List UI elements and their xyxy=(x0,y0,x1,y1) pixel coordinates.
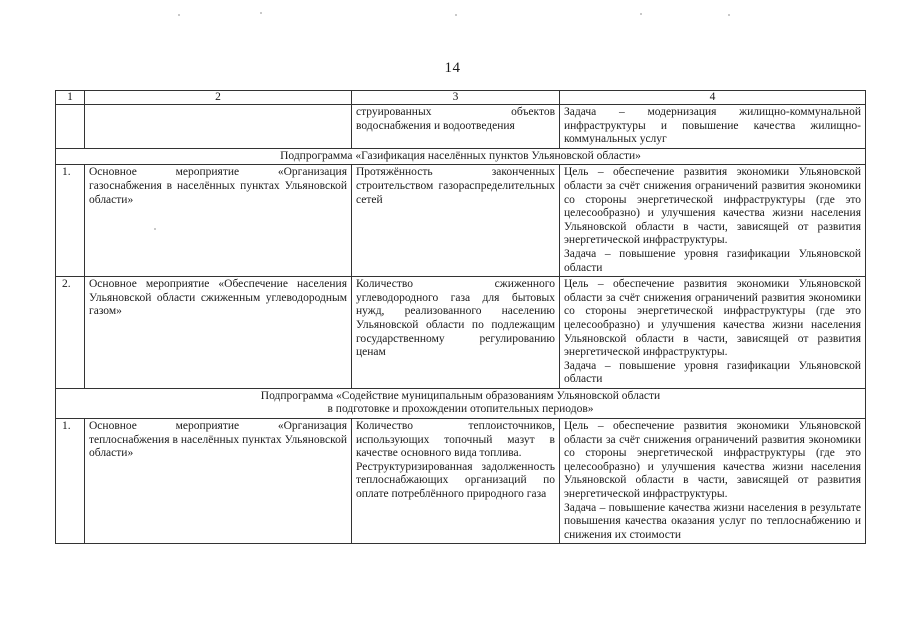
row-number-cell xyxy=(56,105,85,149)
indicator-text: Протяжённость законченных строительством газораспределительных сетей xyxy=(352,165,560,277)
section-title-line-2: в подготовке и прохождении отопительных периодов» xyxy=(327,403,594,416)
measure-name: Основное мероприятие «Организация газоснабжения в населённых пунктах Ульяновской области» xyxy=(85,165,352,277)
page-number: 14 xyxy=(444,60,461,76)
header-col-2: 2 xyxy=(85,91,352,105)
goal-text: Цель – обеспечение развития экономики Ульяновской области за счёт снижения ограничений развития экономики со стороны энергетической инфраструктуры (где это целесообразно) и улучшения качества жизни населения Ульяновской области в части, зависящей от развития энергетической инфраструктуры. xyxy=(564,278,861,359)
table-row xyxy=(56,105,866,149)
task-text: Задача – повышение качества жизни населения в результате повышения качества оказания услуг по теплоснабжению и снижения их стоимости xyxy=(564,501,861,541)
measure-cell xyxy=(85,105,352,149)
goal-cell: Задача – модернизация жилищно-коммунальной инфраструктуры и повышение качества жилищно-коммунальных услуг xyxy=(560,105,866,149)
row-number: 1. xyxy=(56,419,85,544)
scan-speck xyxy=(178,14,180,16)
goal-task-cell xyxy=(560,277,866,389)
row-number: 1. xyxy=(56,165,85,277)
measure-name: Основное мероприятие «Организация теплоснабжения в населённых пунктах Ульяновской области» xyxy=(85,419,352,544)
task-text: Задача – повышение уровня газификации Ульяновской области xyxy=(564,247,861,274)
indicator-text: Реструктуризированная задолженность теплоснабжающих организаций по оплате потреблённого природного газа xyxy=(356,460,555,501)
scan-speck xyxy=(640,13,642,15)
scan-speck xyxy=(455,14,457,16)
indicator-text: Количество сжиженного углеводородного газа для бытовых нужд, реализованного населению Ульяновской области по подлежащим государственному регулированию ценам xyxy=(352,277,560,389)
goal-text: Цель – обеспечение развития экономики Ульяновской области за счёт снижения ограничений развития экономики со стороны энергетической инфраструктуры (где это целесообразно) и улучшения качества жизни населения Ульяновской области в части, зависящей от развития энергетической инфраструктуры. xyxy=(564,166,861,247)
header-col-3: 3 xyxy=(352,91,560,105)
goal-task-cell xyxy=(560,165,866,277)
measure-name: Основное мероприятие «Обеспечение населения Ульяновской области сжиженным углеводородным газом» xyxy=(85,277,352,389)
section-title-line-1: Подпрограмма «Содействие муниципальным образованиям Ульяновской области xyxy=(260,389,661,402)
row-number: 2. xyxy=(56,277,85,389)
header-col-4: 4 xyxy=(560,91,866,105)
scan-speck xyxy=(728,14,730,16)
scan-speck xyxy=(260,12,262,14)
goal-text: Цель – обеспечение развития экономики Ульяновской области за счёт снижения ограничений развития экономики со стороны энергетической инфраструктуры (где это целесообразно) и улучшения качества жизни населения Ульяновской области в части, зависящей от развития энергетической инфраструктуры. xyxy=(564,420,861,501)
section-header-row xyxy=(56,148,866,165)
task-text: Задача – повышение уровня газификации Ульяновской области xyxy=(564,359,861,386)
table-header-row xyxy=(56,91,866,105)
indicator-cell xyxy=(352,419,560,544)
indicator-text: Количество теплоисточников, использующих топочный мазут в качестве основного вида топлива. xyxy=(356,420,555,460)
section-title xyxy=(56,388,866,418)
goal-task-cell xyxy=(560,419,866,544)
program-table xyxy=(55,90,866,544)
indicator-cell: струированных объектов водоснабжения и водоотведения xyxy=(352,105,560,149)
table-row xyxy=(56,277,866,389)
table-row xyxy=(56,165,866,277)
section-title: Подпрограмма «Газификация населённых пунктов Ульяновской области» xyxy=(56,148,866,165)
table-row xyxy=(56,419,866,544)
section-header-row xyxy=(56,388,866,418)
header-col-1: 1 xyxy=(56,91,85,105)
